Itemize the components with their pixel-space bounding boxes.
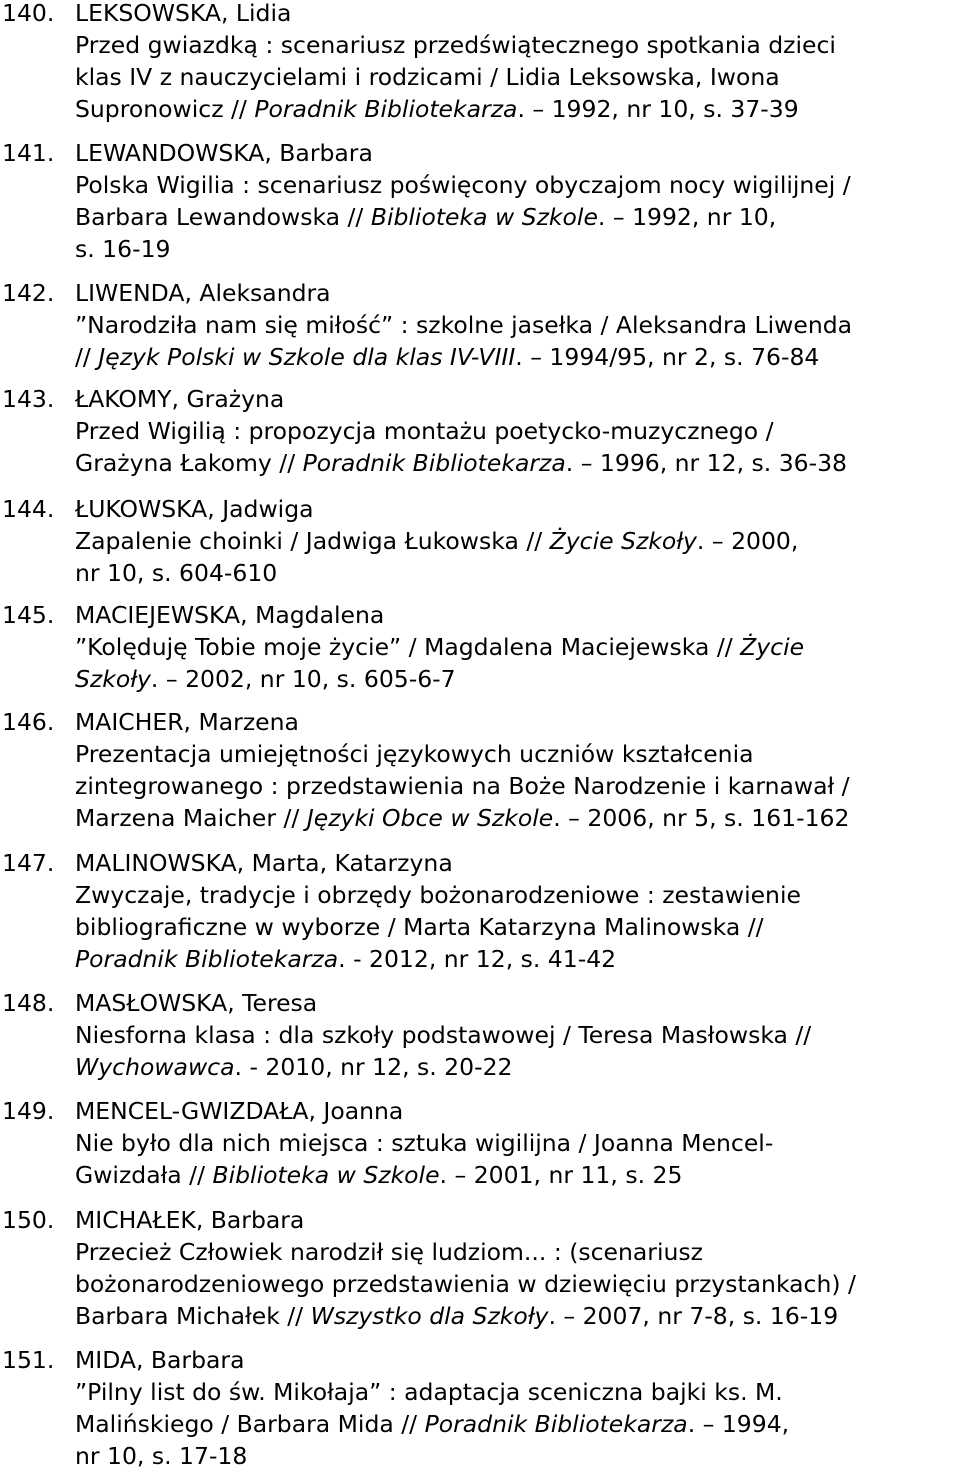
entry-text-line (75, 1051, 960, 1083)
text-segment: zintegrowanego : przedstawienia na Boże Narodzenie i karnawał / (75, 772, 850, 800)
bibliography-entry (0, 1095, 960, 1191)
entry-text-line (75, 738, 960, 770)
text-segment: . – 2007, nr 7-8, s. 16-19 (548, 1302, 839, 1330)
bibliography-entry (0, 383, 960, 479)
entry-description (75, 987, 960, 1083)
text-segment: ”Pilny list do św. Mikołaja” : adaptacja sceniczna bajki ks. M. (75, 1378, 783, 1406)
text-segment: ŁUKOWSKA, Jadwiga (75, 495, 314, 523)
entry-text-line (75, 29, 960, 61)
entry-text-line (75, 93, 960, 125)
entry-text-line (75, 631, 960, 663)
entry-description (75, 277, 960, 373)
entry-author (75, 706, 960, 738)
text-segment: . – 1992, nr 10, s. 37-39 (517, 95, 799, 123)
text-segment: // (75, 343, 99, 371)
entry-text-line (75, 341, 960, 373)
text-segment: MICHAŁEK, Barbara (75, 1206, 305, 1234)
entry-text-line (75, 802, 960, 834)
entry-text-line (75, 1440, 960, 1472)
entry-description (75, 1204, 960, 1332)
text-segment: bibliograficzne w wyborze / Marta Katarzyna Malinowska // (75, 913, 764, 941)
source-title: Poradnik Bibliotekarza (424, 1410, 688, 1438)
text-segment: . – 1996, nr 12, s. 36-38 (565, 449, 847, 477)
source-title: Języki Obce w Szkole (306, 804, 554, 832)
text-segment: . – 1992, nr 10, (597, 203, 777, 231)
text-segment: . – 2002, nr 10, s. 605-6-7 (150, 665, 456, 693)
text-segment: nr 10, s. 604-610 (75, 559, 278, 587)
text-segment: . – 1994, (687, 1410, 790, 1438)
text-segment: Zwyczaje, tradycje i obrzędy bożonarodzeniowe : zestawienie (75, 881, 801, 909)
entry-text-line (75, 1236, 960, 1268)
bibliography-entry (0, 277, 960, 373)
entry-description (75, 383, 960, 479)
entry-number: 147. (2, 849, 55, 877)
entry-text-line (75, 1408, 960, 1440)
text-segment: Grażyna Łakomy // (75, 449, 303, 477)
text-segment: . – 2001, nr 11, s. 25 (439, 1161, 683, 1189)
text-segment: LEWANDOWSKA, Barbara (75, 139, 373, 167)
text-segment: MASŁOWSKA, Teresa (75, 989, 318, 1017)
text-segment: LEKSOWSKA, Lidia (75, 0, 292, 27)
text-segment: nr 10, s. 17-18 (75, 1442, 248, 1470)
text-segment: Przed gwiazdką : scenariusz przedświątecznego spotkania dzieci (75, 31, 836, 59)
entry-text-line (75, 1127, 960, 1159)
text-segment: Nie było dla nich miejsca : sztuka wigilijna / Joanna Mencel- (75, 1129, 774, 1157)
entry-author (75, 599, 960, 631)
text-segment: Niesforna klasa : dla szkoły podstawowej / Teresa Masłowska // (75, 1021, 812, 1049)
entry-text-line (75, 233, 960, 265)
entry-number: 150. (2, 1206, 55, 1234)
text-segment: . – 1994/95, nr 2, s. 76-84 (515, 343, 820, 371)
text-segment: MAICHER, Marzena (75, 708, 299, 736)
text-segment: . – 2000, (696, 527, 799, 555)
bibliography-entry (0, 137, 960, 265)
text-segment: Barbara Lewandowska // (75, 203, 371, 231)
entry-text-line (75, 415, 960, 447)
text-segment: . - 2012, nr 12, s. 41-42 (338, 945, 617, 973)
entry-author (75, 137, 960, 169)
entry-text-line (75, 879, 960, 911)
source-title: Wszystko dla Szkoły (310, 1302, 549, 1330)
entry-text-line (75, 1159, 960, 1191)
text-segment: Polska Wigilia : scenariusz poświęcony obyczajom nocy wigilijnej / (75, 171, 851, 199)
source-title: Wychowawca (75, 1053, 235, 1081)
entry-description (75, 847, 960, 975)
entry-author (75, 1344, 960, 1376)
text-segment: Przecież Człowiek narodził się ludziom... : (scenariusz (75, 1238, 703, 1266)
text-segment: . – 2006, nr 5, s. 161-162 (553, 804, 850, 832)
entry-number: 145. (2, 601, 55, 629)
entry-text-line (75, 447, 960, 479)
entry-number: 148. (2, 989, 55, 1017)
entry-text-line (75, 169, 960, 201)
text-segment: MACIEJEWSKA, Magdalena (75, 601, 385, 629)
bibliography-entry (0, 1204, 960, 1332)
text-segment: MIDA, Barbara (75, 1346, 245, 1374)
text-segment: Marzena Maicher // (75, 804, 307, 832)
text-segment: Prezentacja umiejętności językowych uczniów kształcenia (75, 740, 754, 768)
entry-text-line (75, 1268, 960, 1300)
entry-number: 144. (2, 495, 55, 523)
text-segment: Zapalenie choinki / Jadwiga Łukowska // (75, 527, 550, 555)
entry-description (75, 137, 960, 265)
source-title: Życie Szkoły (549, 527, 697, 555)
entry-text-line (75, 663, 960, 695)
entry-number: 143. (2, 385, 55, 413)
entry-author (75, 277, 960, 309)
bibliography-entry (0, 599, 960, 695)
entry-text-line (75, 1019, 960, 1051)
text-segment: ”Kolęduję Tobie moje życie” / Magdalena Maciejewska // (75, 633, 741, 661)
entry-author (75, 493, 960, 525)
entry-author (75, 987, 960, 1019)
text-segment: ŁAKOMY, Grażyna (75, 385, 285, 413)
entry-text-line (75, 525, 960, 557)
bibliography-entry (0, 706, 960, 834)
entry-description (75, 1344, 960, 1472)
bibliography-entry (0, 493, 960, 589)
text-segment: Malińskiego / Barbara Mida // (75, 1410, 425, 1438)
text-segment: Przed Wigilią : propozycja montażu poetycko-muzycznego / (75, 417, 774, 445)
text-segment: Gwizdała // (75, 1161, 213, 1189)
entry-description (75, 493, 960, 589)
entry-author (75, 1095, 960, 1127)
entry-number: 146. (2, 708, 55, 736)
source-title: Biblioteka w Szkole (370, 203, 598, 231)
bibliography-entry (0, 0, 960, 125)
text-segment: MENCEL-GWIZDAŁA, Joanna (75, 1097, 404, 1125)
entry-text-line (75, 911, 960, 943)
source-title: Język Polski w Szkole dla klas IV-VIII (98, 343, 516, 371)
entry-number: 140. (2, 0, 55, 27)
entry-text-line (75, 309, 960, 341)
entry-text-line (75, 943, 960, 975)
entry-author (75, 1204, 960, 1236)
source-title: Życie (740, 633, 805, 661)
entry-text-line (75, 1300, 960, 1332)
entry-description (75, 0, 960, 125)
text-segment: . - 2010, nr 12, s. 20-22 (234, 1053, 513, 1081)
entry-number: 151. (2, 1346, 55, 1374)
text-segment: klas IV z nauczycielami i rodzicami / Lidia Leksowska, Iwona (75, 63, 780, 91)
entry-author (75, 0, 960, 29)
source-title: Poradnik Bibliotekarza (302, 449, 566, 477)
entry-number: 142. (2, 279, 55, 307)
entry-text-line (75, 61, 960, 93)
entry-number: 149. (2, 1097, 55, 1125)
text-segment: Supronowicz // (75, 95, 255, 123)
bibliography-entry (0, 987, 960, 1083)
source-title: Poradnik Bibliotekarza (254, 95, 518, 123)
bibliography-entry (0, 847, 960, 975)
entry-author (75, 383, 960, 415)
entry-number: 141. (2, 139, 55, 167)
text-segment: Barbara Michałek // (75, 1302, 311, 1330)
entry-description (75, 706, 960, 834)
entry-text-line (75, 770, 960, 802)
entry-text-line (75, 1376, 960, 1408)
entry-description (75, 599, 960, 695)
text-segment: bożonarodzeniowego przedstawienia w dziewięciu przystankach) / (75, 1270, 856, 1298)
entry-description (75, 1095, 960, 1191)
text-segment: ”Narodziła nam się miłość” : szkolne jasełka / Aleksandra Liwenda (75, 311, 853, 339)
entry-text-line (75, 557, 960, 589)
text-segment: MALINOWSKA, Marta, Katarzyna (75, 849, 453, 877)
source-title: Szkoły (75, 665, 151, 693)
text-segment: LIWENDA, Aleksandra (75, 279, 331, 307)
source-title: Biblioteka w Szkole (212, 1161, 440, 1189)
bibliography-entry (0, 1344, 960, 1472)
text-segment: s. 16-19 (75, 235, 171, 263)
entry-author (75, 847, 960, 879)
entry-text-line (75, 201, 960, 233)
source-title: Poradnik Bibliotekarza (75, 945, 339, 973)
